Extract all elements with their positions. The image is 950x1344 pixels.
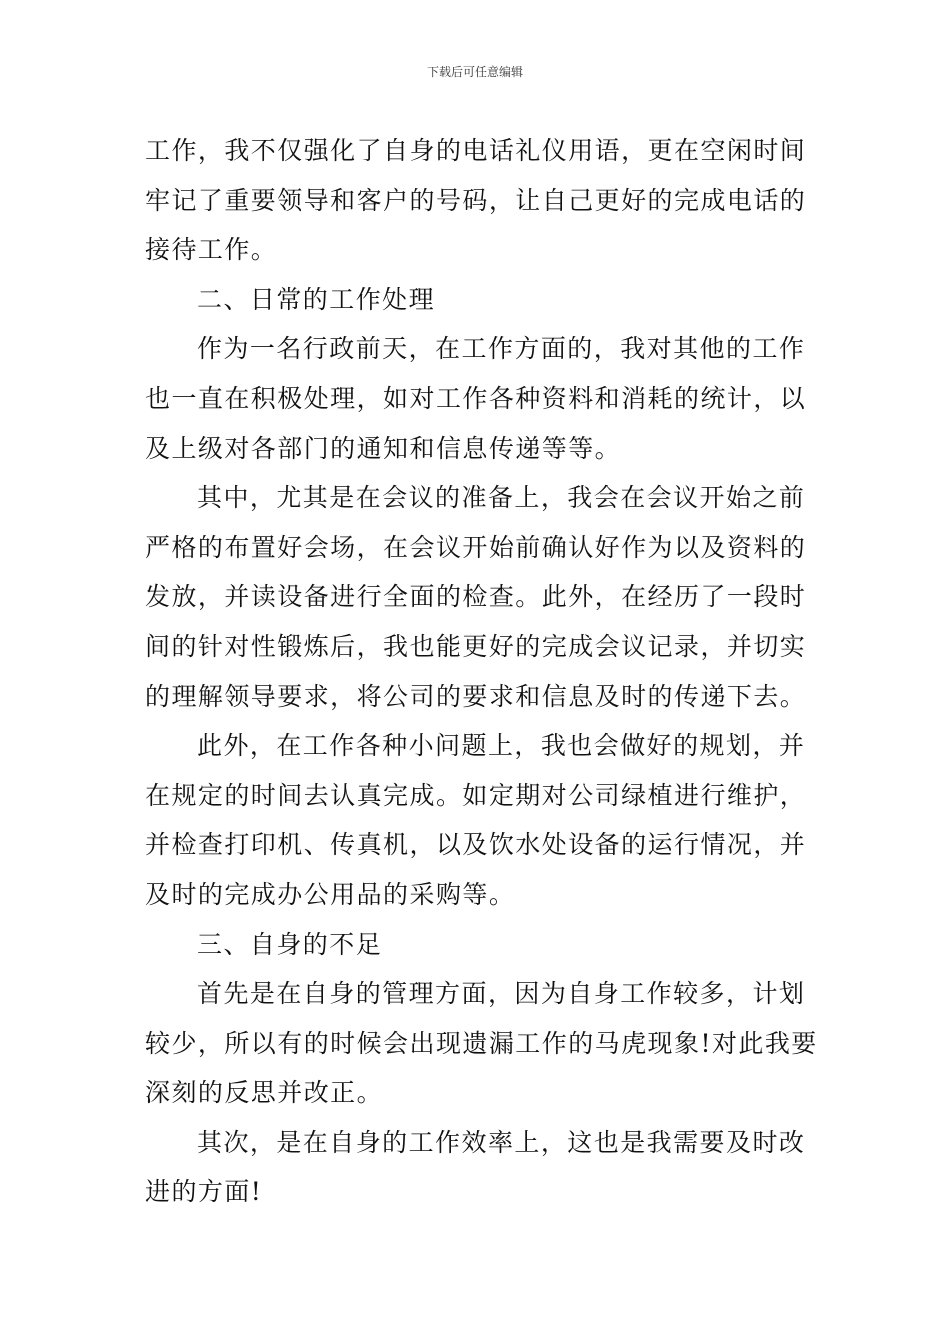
text-line: 接待工作。 xyxy=(145,235,278,265)
text-line: 较少，所以有的时候会出现遗漏工作的马虎现象!对此我要 xyxy=(145,1028,818,1058)
text-line: 作为一名行政前天，在工作方面的，我对其他的工作 xyxy=(197,334,806,364)
text-line: 其次，是在自身的工作效率上，这也是我需要及时改 xyxy=(197,1127,806,1157)
text-line: 及时的完成办公用品的采购等。 xyxy=(145,879,516,909)
text-line: 牢记了重要领导和客户的号码，让自己更好的完成电话的 xyxy=(145,185,807,215)
text-line: 并检查打印机、传真机，以及饮水处设备的运行情况，并 xyxy=(145,830,807,860)
text-line: 及上级对各部门的通知和信息传递等等。 xyxy=(145,433,622,463)
text-line: 其中，尤其是在会议的准备上，我会在会议开始之前 xyxy=(197,483,806,513)
text-line: 首先是在自身的管理方面，因为自身工作较多，计划 xyxy=(197,979,806,1009)
text-line: 严格的布置好会场，在会议开始前确认好作为以及资料的 xyxy=(145,532,807,562)
text-line: 工作，我不仅强化了自身的电话礼仪用语，更在空闲时间 xyxy=(145,136,807,165)
text-line: 此外，在工作各种小问题上，我也会做好的规划，并 xyxy=(197,731,806,761)
section-heading: 三、自身的不足 xyxy=(197,929,383,959)
text-line: 在规定的时间去认真完成。如定期对公司绿植进行维护， xyxy=(145,780,807,810)
document-body xyxy=(145,126,818,1217)
text-line: 也一直在积极处理，如对工作各种资料和消耗的统计，以 xyxy=(145,383,807,413)
text-line: 发放，并读设备进行全面的检查。此外，在经历了一段时 xyxy=(145,582,807,612)
section-heading: 二、日常的工作处理 xyxy=(197,284,436,314)
text-line: 间的针对性锻炼后，我也能更好的完成会议记录，并切实 xyxy=(145,631,807,661)
text-line: 深刻的反思并改正。 xyxy=(145,1078,384,1108)
page-header: 下载后可任意编辑 xyxy=(426,65,523,79)
text-line: 的理解领导要求，将公司的要求和信息及时的传递下去。 xyxy=(145,681,807,711)
text-line: 进的方面! xyxy=(145,1177,263,1207)
